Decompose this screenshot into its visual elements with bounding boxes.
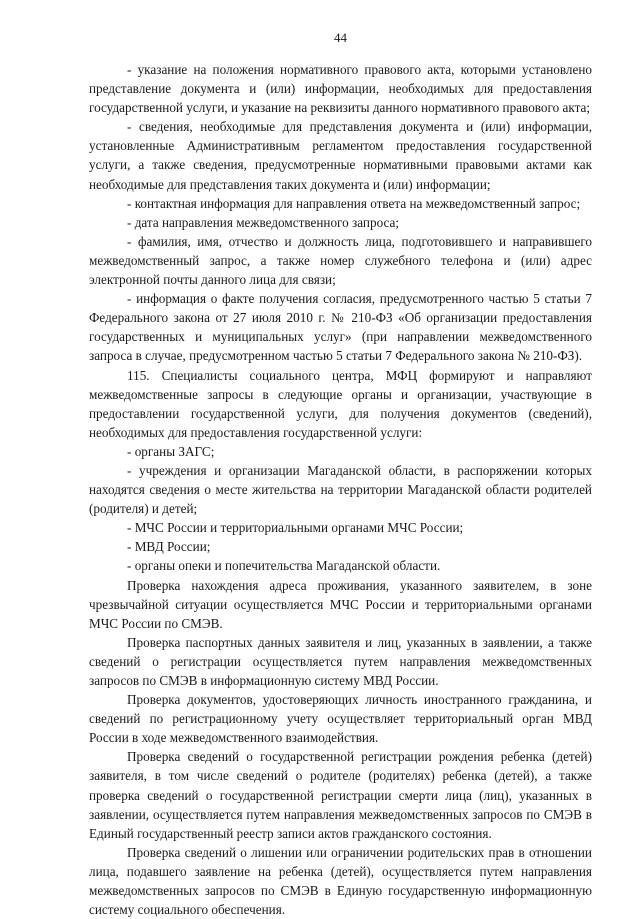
paragraph-birth-registration-check: Проверка сведений о государственной регистрации рождения ребенка (детей) заявителя, в том числе сведений о родителе (родителях) ребенка (детей), а также проверка сведений о государственной регистрации смерти лица (лиц), указанных в заявлении, осуществляется путем направления межведомственных запросов по СМЭВ в Единый государственный реестр записи актов гражданского состояния. (89, 749, 592, 841)
page-number: 44 (334, 30, 347, 45)
list-item-magadan-organizations: - учреждения и организации Магаданской области, в распоряжении которых находятся сведения о месте жительства на территории Магаданской области родителей (родителя) и детей; (89, 462, 592, 517)
paragraph-responsible-person: - фамилия, имя, отчество и должность лица, подготовившего и направившего межведомственный запрос, а также номер служебного телефона и (или) адрес электронной почты данного лица для связи; (89, 233, 592, 288)
paragraph-legal-reference: - указание на положения нормативного правового акта, которыми установлено представление документа и (или) информации, необходимых для предоставления государственной услуги, и указание на реквизиты данного нормативного правового акта; (89, 62, 592, 116)
list-item-mchs: - МЧС России и территориальными органами МЧС России; (127, 520, 464, 536)
paragraph-passport-check: Проверка паспортных данных заявителя и лиц, указанных в заявлении, а также сведений о регистрации осуществляется путем направления межведомственных запросов по СМЭВ в информационную систему МВД России. (89, 634, 592, 688)
paragraph-contact-info: - контактная информация для направления ответа на межведомственный запрос; (127, 195, 581, 211)
paragraph-item-115: 115. Специалисты социального центра, МФЦ формируют и направляют межведомственные запросы в следующие органы и организации, участвующие в предоставлении государственной услуги, для получения документов (сведений), необходимых для предоставления государственной услуги: (89, 367, 592, 440)
paragraph-parental-rights-check: Проверка сведений о лишении или ограничении родительских прав в отношении лица, подавшего заявление на ребенка (детей), осуществляется путем направления межведомственных запросов по СМЭВ в Единую государственную информационную систему социального обеспечения. (89, 844, 592, 918)
paragraph-request-date: - дата направления межведомственного запроса; (127, 214, 400, 230)
paragraph-foreign-citizen-check: Проверка документов, удостоверяющих личность иностранного гражданина, и сведений по регистрационному учету осуществляет территориальный орган МВД России в ходе межведомственного взаимодействия. (89, 692, 592, 746)
list-item-zags: - органы ЗАГС; (127, 443, 215, 459)
paragraph-required-info: - сведения, необходимые для представления документа и (или) информации, установленные Административным регламентом предоставления государственной услуги, а также сведения, предусмотренные нормативными правовыми актами как необходимые для представления таких документа и (или) информации; (89, 119, 592, 192)
paragraph-emergency-zone-check: Проверка нахождения адреса проживания, указанного заявителем, в зоне чрезвычайной ситуации осуществляется МЧС России и территориальными органами МЧС России по СМЭВ. (89, 577, 592, 631)
list-item-mvd: - МВД России; (127, 539, 211, 555)
list-item-guardianship: - органы опеки и попечительства Магаданской области. (127, 558, 441, 574)
paragraph-consent-info: - информация о факте получения согласия, предусмотренного частью 5 статьи 7 Федерального закона от 27 июля 2010 г. № 210-ФЗ «Об организации предоставления государственных и муниципальных услуг» (при направлении межведомственного запроса в случае, предусмотренном частью 5 статьи 7 Федерального закона № 210-ФЗ). (89, 291, 592, 364)
